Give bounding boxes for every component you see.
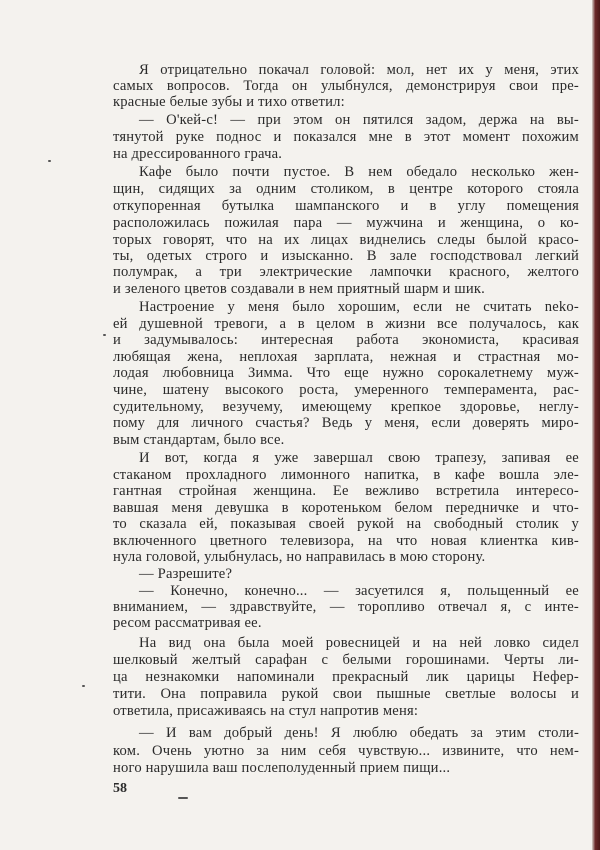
- scan-speck: [103, 334, 106, 336]
- page-number: 58: [113, 781, 127, 796]
- text-line: стаканом прохладного лимонного напитка, в кафе вошла эле-: [113, 467, 579, 483]
- text-line: ты, одетых строго и изысканно. В зале господствовал легкий: [113, 248, 579, 264]
- text-line: расположилась пожилая пара — мужчина и женщина, о ко-: [113, 215, 579, 231]
- text-line: ресом рассматривая ее.: [113, 615, 262, 631]
- text-line: включенного цветного телевизора, на что новая клиентка кив-: [113, 533, 579, 549]
- text-line: щин, сидящих за одним столиком, в центре которого стояла: [113, 181, 579, 197]
- text-line: и задумывалось: интересная работа экономиста, красивая: [113, 332, 579, 348]
- text-line: вниманием, — здравствуйте, — торопливо отвечал я, с инте-: [113, 599, 579, 615]
- book-spine-edge: [592, 0, 600, 850]
- text-line: — О'кей-с! — при этом он пятился задом, держа на вы-: [139, 112, 579, 128]
- text-line: шелковый желтый сарафан с белыми горошинами. Черты ли-: [113, 652, 579, 668]
- text-line: вым стандартам, было все.: [113, 432, 285, 448]
- text-line: тити. Она поправила рукой свои пышные светлые волосы и: [113, 686, 579, 702]
- text-line: то сказала ей, показывая своей рукой на свободный столик у: [113, 516, 579, 532]
- text-line: — Конечно, конечно... — засуетился я, польщенный ее: [139, 583, 579, 599]
- scan-speck: [48, 160, 51, 162]
- text-line: красные белые зубы и тихо ответил:: [113, 94, 345, 110]
- text-line: самых вопросов. Тогда он улыбнулся, демонстрируя свои пре-: [113, 78, 579, 94]
- text-line: ответила, присаживаясь на стул напротив меня:: [113, 703, 419, 719]
- text-line: вавшая меня девушка в коротеньком белом передничке и что-: [113, 500, 579, 516]
- text-line: Кафе было почти пустое. В нем обедало несколько жен-: [139, 164, 579, 180]
- text-line: гантная стройная женщина. Ее вежливо встретила интересо-: [113, 483, 579, 499]
- text-line: откупоренная бутылка шампанского и в углу помещения: [113, 198, 579, 214]
- text-line: Я отрицательно покачал головой: мол, нет их у меня, этих: [139, 62, 579, 78]
- text-line: И вот, когда я уже завершал свою трапезу, запивая ее: [139, 450, 579, 466]
- text-line: — Разрешите?: [139, 566, 233, 582]
- scan-speck: [82, 685, 85, 687]
- text-line: Настроение у меня было хорошим, если не считать neko-: [139, 299, 579, 315]
- text-line: ком. Очень уютно за ним себя чувствую... извините, что нем-: [113, 743, 579, 759]
- text-line: чине, шатену высокого роста, умеренного темперамента, рас-: [113, 382, 579, 398]
- text-line: ного нарушила ваш послеполуденный прием пищи...: [113, 760, 451, 776]
- text-line: — И вам добрый день! Я люблю обедать за этим столи-: [139, 725, 579, 741]
- text-line: полумрак, а три электрические лампочки красного, желтого: [113, 264, 579, 280]
- text-line: пому для личного счастья? Ведь у меня, если доверять миро-: [113, 415, 579, 431]
- text-line: торых говорят, что на их лицах виднелись следы былой красо-: [113, 232, 579, 248]
- text-line: на дрессированного грача.: [113, 146, 283, 162]
- text-line: любящая жена, неплохая зарплата, нежная и страстная мо-: [113, 349, 579, 365]
- text-line: нула головой, улыбнулась, но направилась в мою сторону.: [113, 549, 486, 565]
- text-line: и зеленого цветов создавали в нем приятный шарм и шик.: [113, 281, 485, 297]
- text-line: На вид она была моей ровесницей и на ней ловко сидел: [139, 635, 579, 651]
- text-line: ей душевной тревоги, а в целом в жизни все получалось, как: [113, 316, 579, 332]
- text-line: ца незнакомки напоминали прекрасный лик царицы Нефер-: [113, 669, 579, 685]
- scan-speck: [178, 797, 188, 799]
- text-line: судительному, везучему, имеющему крепкое здоровье, неглу-: [113, 399, 579, 415]
- text-line: тянутой руке поднос и показался мне в этот момент похожим: [113, 129, 579, 145]
- text-line: лодая любовница Зимма. Что еще нужно сорокалетнему муж-: [113, 365, 579, 381]
